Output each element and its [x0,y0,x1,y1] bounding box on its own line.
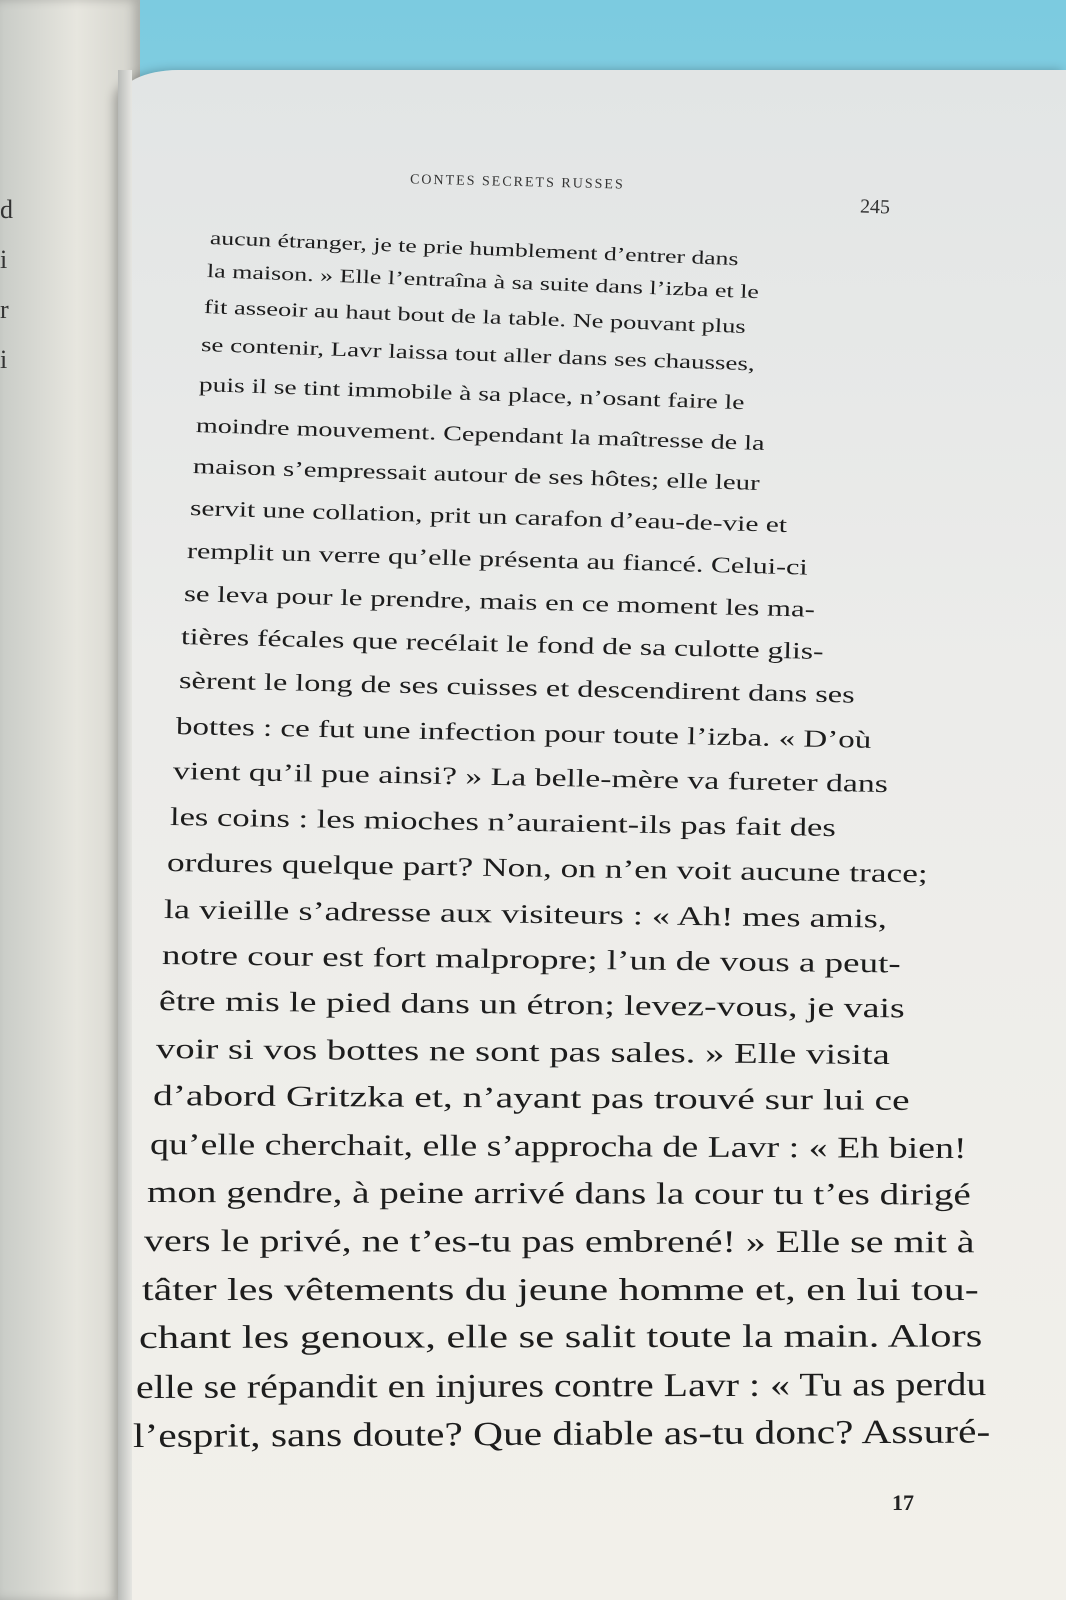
text-line: d’abord Gritzka et, n’ayant pas trouvé sur lui ce [152,1080,910,1118]
text-line: moindre mouvement. Cependant la maîtresse de la [195,413,765,456]
text-line: elle se répandit en injures contre Lavr : « Tu as perdu [135,1365,987,1406]
text-line: maison s’empressait autour de ses hôtes; elle leur [192,454,760,496]
text-line: notre cour est fort malpropre; l’un de vous a peut- [161,939,901,979]
text-line: remplit un verre qu’elle présenta au fiancé. Celui-ci [186,538,809,580]
text-line: se contenir, Lavr laissa tout aller dans ses chausses, [201,333,756,376]
text-line: l’esprit, sans doute? Que diable as-tu donc? Assuré- [132,1413,991,1455]
text-line: tières fécales que recélait le fond de sa culotte glis- [181,624,825,666]
text-line: sèrent le long de ses cuisses et descendirent dans ses [178,668,855,709]
text-line: vient qu’il pue ainsi? » La belle-mère va fureter dans [172,758,889,799]
running-head: CONTES SECRETS RUSSES [409,172,625,193]
text-line: chant les genoux, elle se salit toute la main. Alors [138,1318,983,1356]
signature-mark: 17 [892,1490,914,1515]
text-line: tâter les vêtements du jeune homme et, en lui tou- [141,1271,979,1307]
text-line: être mis le pied dans un étron; levez-vous, je vais [158,986,905,1025]
text-line: se leva pour le prendre, mais en ce moment les ma- [184,581,816,622]
text-line: bottes : ce fut une infection pour toute l’izba. « D’où [175,712,872,754]
text-line: voir si vos bottes ne sont pas sales. » Elle visita [155,1033,890,1072]
text-line: qu’elle cherchait, elle s’approcha de Lavr : « Eh bien! [150,1127,967,1165]
text-line: la maison. » Elle l’entraîna à sa suite dans l’izba et le [206,260,760,303]
text-line: ordures quelque part? Non, on n’en voit aucune trace; [167,847,929,889]
text-line: la vieille s’adresse aux visiteurs : « Ah! mes amis, [164,893,888,934]
text-line: les coins : les mioches n’auraient-ils pas fait des [169,802,837,843]
text-line: puis il se tint immobile à sa place, n’osant faire le [198,374,745,415]
left-fragment: r [0,295,9,324]
text-line: fit asseoir au haut bout de la table. Ne pouvant plus [203,297,747,338]
left-fragment: i [0,245,8,274]
left-fragment: d [0,195,13,224]
text-line: aucun étranger, je te prie humblement d’entrer dans [209,227,739,270]
text-line: vers le privé, ne t’es-tu pas embrené! » Elle se mit à [144,1223,976,1260]
left-fragment: i [0,345,8,374]
text-line: servit une collation, prit un carafon d’eau-de-vie et [189,495,788,537]
page-number: 245 [859,195,891,219]
text-line: mon gendre, à peine arrivé dans la cour tu t’es dirigé [147,1175,972,1213]
